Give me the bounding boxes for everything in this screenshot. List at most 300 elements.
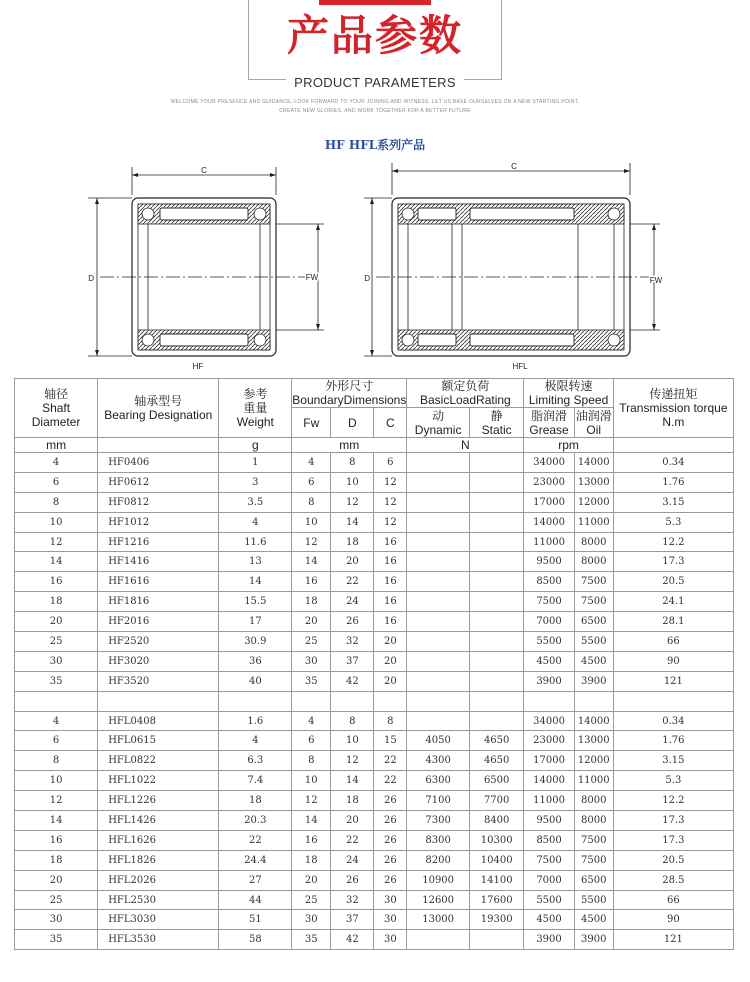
table-cell: 7000: [524, 612, 574, 632]
table-cell: 14000: [574, 453, 613, 473]
table-cell: 19300: [469, 910, 523, 930]
unit-bearing: [98, 438, 219, 453]
table-cell: 90: [613, 651, 733, 671]
table-cell: 22: [331, 830, 374, 850]
table-cell: 6300: [407, 771, 470, 791]
table-cell: 10: [15, 771, 98, 791]
table-cell: 14: [292, 552, 331, 572]
hfl-dim-fw: FW: [649, 276, 663, 285]
table-cell: [15, 691, 98, 711]
table-cell: HF1816: [98, 592, 219, 612]
table-cell: [469, 671, 523, 691]
hfl-dim-d: D: [364, 274, 370, 283]
table-cell: HF0406: [98, 453, 219, 473]
table-cell: [292, 691, 331, 711]
table-cell: 30: [292, 910, 331, 930]
unit-torque: [613, 438, 733, 453]
table-cell: 25: [15, 890, 98, 910]
table-row: [15, 930, 734, 950]
table-cell: 8200: [407, 850, 470, 870]
table-cell: 8000: [574, 552, 613, 572]
table-cell: 20.3: [219, 811, 292, 831]
table-cell: 22: [374, 771, 407, 791]
table-cell: [574, 691, 613, 711]
table-cell: 20: [331, 811, 374, 831]
header-shaft: [15, 379, 98, 438]
table-cell: 37: [331, 651, 374, 671]
table-cell: 34000: [524, 711, 574, 731]
table-cell: [469, 453, 523, 473]
table-cell: 17: [219, 612, 292, 632]
table-cell: 14000: [524, 512, 574, 532]
table-cell: 16: [292, 830, 331, 850]
table-cell: HFL2530: [98, 890, 219, 910]
table-cell: 24: [331, 850, 374, 870]
table-cell: 3900: [574, 671, 613, 691]
table-cell: 8500: [524, 830, 574, 850]
header-boundary-en: BoundaryDimensions: [292, 393, 407, 407]
page-subtitle-text: PRODUCT PARAMETERS: [286, 75, 464, 90]
hf-dim-c: C: [201, 166, 207, 175]
table-cell: [469, 711, 523, 731]
table-cell: HF2520: [98, 632, 219, 652]
table-cell: 7000: [524, 870, 574, 890]
table-cell: 16: [292, 572, 331, 592]
table-cell: 22: [374, 751, 407, 771]
table-cell: 10300: [469, 830, 523, 850]
table-cell: 6: [15, 472, 98, 492]
table-cell: HFL3030: [98, 910, 219, 930]
table-cell: 7300: [407, 811, 470, 831]
header-speed-cn: 极限转速: [544, 379, 593, 393]
table-cell: 34000: [524, 453, 574, 473]
table-cell: 12: [15, 532, 98, 552]
table-cell: 4650: [469, 751, 523, 771]
table-row: [15, 771, 734, 791]
table-cell: 32: [331, 890, 374, 910]
header-grease: [524, 408, 574, 438]
table-cell: 12.2: [613, 532, 733, 552]
table-cell: 5500: [574, 632, 613, 652]
table-cell: 10: [15, 512, 98, 532]
hf-label: HF: [192, 362, 204, 371]
table-cell: HF1616: [98, 572, 219, 592]
table-cell: 18: [219, 791, 292, 811]
table-cell: 18: [292, 592, 331, 612]
table-cell: 11000: [574, 512, 613, 532]
table-cell: 13000: [407, 910, 470, 930]
spec-table: [14, 378, 734, 950]
table-cell: HFL3530: [98, 930, 219, 950]
table-cell: [407, 532, 470, 552]
table-cell: 4: [292, 711, 331, 731]
table-cell: 6500: [469, 771, 523, 791]
table-cell: 42: [331, 671, 374, 691]
table-cell: 30: [15, 651, 98, 671]
table-cell: 22: [219, 830, 292, 850]
table-row: [15, 671, 734, 691]
table-cell: 5.3: [613, 771, 733, 791]
table-cell: 13000: [574, 472, 613, 492]
table-cell: 30: [15, 910, 98, 930]
table-cell: 16: [15, 572, 98, 592]
table-cell: [407, 711, 470, 731]
table-cell: 17000: [524, 492, 574, 512]
table-cell: 18: [15, 850, 98, 870]
header-shaft-en1: Shaft: [42, 401, 71, 415]
table-cell: 12: [374, 512, 407, 532]
table-cell: [407, 612, 470, 632]
table-cell: 13: [219, 552, 292, 572]
table-cell: 4500: [524, 910, 574, 930]
header-dynamic-cn: 动: [432, 408, 445, 423]
header-weight-cn1: 参考: [243, 387, 268, 401]
table-cell: HF3520: [98, 671, 219, 691]
table-cell: 26: [374, 791, 407, 811]
table-cell: 5500: [524, 890, 574, 910]
table-cell: 6500: [574, 612, 613, 632]
table-cell: 17000: [524, 751, 574, 771]
table-cell: 24: [331, 592, 374, 612]
table-cell: 12: [15, 791, 98, 811]
header-torque: [613, 379, 733, 438]
table-cell: 8300: [407, 830, 470, 850]
header-weight: [219, 379, 292, 438]
table-cell: [407, 492, 470, 512]
table-cell: 12000: [574, 492, 613, 512]
table-cell: 12000: [574, 751, 613, 771]
header-bearing-en: Bearing Designation: [104, 408, 213, 422]
table-cell: 20: [374, 632, 407, 652]
table-row: [15, 453, 734, 473]
header-torque-unit: N.m: [662, 415, 685, 429]
unit-weight: g: [219, 438, 292, 453]
table-cell: 8: [15, 492, 98, 512]
table-cell: 14: [15, 552, 98, 572]
table-cell: 25: [15, 632, 98, 652]
table-cell: 28.1: [613, 612, 733, 632]
table-cell: [469, 592, 523, 612]
table-cell: 20: [15, 612, 98, 632]
table-cell: 4: [15, 453, 98, 473]
table-cell: 24.4: [219, 850, 292, 870]
page-subtitle: [248, 72, 502, 91]
table-cell: 10: [331, 472, 374, 492]
hf-drawing: [88, 166, 324, 371]
table-cell: 6: [292, 731, 331, 751]
table-cell: 32: [331, 632, 374, 652]
table-cell: 12: [374, 472, 407, 492]
hf-dim-fw: FW: [305, 273, 319, 282]
table-cell: 23000: [524, 731, 574, 751]
table-cell: [407, 472, 470, 492]
table-cell: HFL0822: [98, 751, 219, 771]
table-cell: 7500: [574, 850, 613, 870]
table-cell: 4500: [524, 651, 574, 671]
table-cell: 8400: [469, 811, 523, 831]
header-bearing-cn: 轴承型号: [134, 394, 183, 408]
table-cell: 4: [219, 512, 292, 532]
table-cell: 90: [613, 910, 733, 930]
table-cell: 11.6: [219, 532, 292, 552]
header-grease-cn: 脂润滑: [531, 408, 568, 423]
table-cell: [407, 572, 470, 592]
table-cell: 16: [374, 612, 407, 632]
table-cell: 6500: [574, 870, 613, 890]
table-cell: [407, 512, 470, 532]
table-cell: HFL2026: [98, 870, 219, 890]
table-cell: [407, 453, 470, 473]
table-cell: 8000: [574, 791, 613, 811]
table-cell: 26: [374, 811, 407, 831]
slogan-line-2: CREATE NEW GLORIES, AND WORK TOGETHER FOR A BETTER FUTURE: [279, 108, 471, 114]
table-row: [15, 612, 734, 632]
table-cell: 12: [331, 492, 374, 512]
table-cell: 7700: [469, 791, 523, 811]
table-cell: 35: [292, 930, 331, 950]
table-cell: 26: [374, 830, 407, 850]
table-cell: 14: [331, 512, 374, 532]
table-cell: 4500: [574, 651, 613, 671]
table-cell: HFL1626: [98, 830, 219, 850]
table-row: [15, 890, 734, 910]
table-cell: 30: [374, 890, 407, 910]
table-cell: 12600: [407, 890, 470, 910]
table-cell: 7500: [574, 572, 613, 592]
table-cell: 11000: [574, 771, 613, 791]
table-cell: [98, 691, 219, 711]
header-fw: Fw: [292, 408, 331, 438]
table-cell: 6: [292, 472, 331, 492]
table-cell: 9500: [524, 552, 574, 572]
table-cell: 0.34: [613, 711, 733, 731]
header-bearing: [98, 379, 219, 438]
table-row: [15, 492, 734, 512]
table-cell: HF2016: [98, 612, 219, 632]
table-cell: 20: [292, 612, 331, 632]
table-cell: 66: [613, 632, 733, 652]
table-cell: [374, 691, 407, 711]
header-shaft-cn: 轴径: [44, 387, 69, 401]
table-cell: HFL0408: [98, 711, 219, 731]
table-row: [15, 791, 734, 811]
table-cell: 12: [331, 751, 374, 771]
header-boundary: [292, 379, 407, 408]
table-cell: 10400: [469, 850, 523, 870]
table-cell: 26: [331, 612, 374, 632]
unit-dims: mm: [292, 438, 407, 453]
table-row: [15, 850, 734, 870]
table-cell: 10: [331, 731, 374, 751]
table-cell: [469, 572, 523, 592]
table-row: [15, 651, 734, 671]
table-cell: 42: [331, 930, 374, 950]
table-cell: 25: [292, 890, 331, 910]
table-cell: [613, 691, 733, 711]
table-cell: 12: [292, 791, 331, 811]
hfl-label: HFL: [512, 362, 528, 371]
table-cell: 18: [331, 532, 374, 552]
table-cell: 1.76: [613, 472, 733, 492]
table-row: [15, 512, 734, 532]
table-cell: 30: [374, 910, 407, 930]
table-cell: 4500: [574, 910, 613, 930]
table-cell: 3.15: [613, 492, 733, 512]
table-cell: 7500: [574, 592, 613, 612]
hf-dim-d: D: [88, 274, 94, 283]
table-cell: 14: [15, 811, 98, 831]
table-cell: 8500: [524, 572, 574, 592]
table-cell: [469, 612, 523, 632]
table-cell: 20: [374, 651, 407, 671]
table-cell: 10900: [407, 870, 470, 890]
table-cell: 3900: [524, 671, 574, 691]
table-cell: 4300: [407, 751, 470, 771]
table-cell: 11000: [524, 791, 574, 811]
table-cell: 20: [374, 671, 407, 691]
table-cell: [469, 552, 523, 572]
table-cell: 12.2: [613, 791, 733, 811]
table-cell: 121: [613, 930, 733, 950]
table-cell: [469, 532, 523, 552]
table-cell: 26: [374, 870, 407, 890]
table-cell: 26: [331, 870, 374, 890]
table-cell: HF1216: [98, 532, 219, 552]
header-weight-cn2: 重量: [243, 401, 268, 415]
header-torque-en: Transmission torque: [619, 401, 728, 415]
table-cell: 12: [374, 492, 407, 512]
table-cell: 30.9: [219, 632, 292, 652]
table-cell: 1.76: [613, 731, 733, 751]
table-cell: 4650: [469, 731, 523, 751]
table-cell: 16: [374, 572, 407, 592]
table-cell: [469, 632, 523, 652]
table-cell: 8: [292, 492, 331, 512]
table-row: [15, 731, 734, 751]
header-shaft-en2: Diameter: [31, 415, 81, 429]
table-cell: [469, 651, 523, 671]
unit-speed: rpm: [524, 438, 613, 453]
table-cell: 36: [219, 651, 292, 671]
table-cell: 6: [15, 731, 98, 751]
table-row: [15, 632, 734, 652]
table-cell: [407, 930, 470, 950]
table-cell: 18: [331, 791, 374, 811]
table-cell: [469, 691, 523, 711]
table-cell: 20.5: [613, 572, 733, 592]
table-cell: 7100: [407, 791, 470, 811]
unit-load: N: [407, 438, 524, 453]
table-cell: 17.3: [613, 830, 733, 850]
table-cell: 8: [374, 711, 407, 731]
header-load-en: BasicLoadRating: [419, 393, 511, 407]
table-cell: 1.6: [219, 711, 292, 731]
table-cell: 5.3: [613, 512, 733, 532]
table-cell: 11000: [524, 532, 574, 552]
table-cell: 66: [613, 890, 733, 910]
table-cell: 12: [292, 532, 331, 552]
table-cell: 16: [374, 592, 407, 612]
header-c: C: [374, 408, 407, 438]
table-cell: 20: [292, 870, 331, 890]
table-cell: [469, 472, 523, 492]
table-cell: [219, 691, 292, 711]
header-dynamic-en: Dynamic: [414, 422, 462, 437]
table-cell: 9500: [524, 811, 574, 831]
table-cell: 8000: [574, 532, 613, 552]
table-cell: 4: [219, 731, 292, 751]
table-cell: 14000: [524, 771, 574, 791]
hfl-drawing: [364, 162, 663, 371]
table-cell: HF0612: [98, 472, 219, 492]
table-cell: 40: [219, 671, 292, 691]
table-cell: 10: [292, 512, 331, 532]
table-cell: HF3020: [98, 651, 219, 671]
series-title: HF HFL系列产品: [324, 138, 426, 152]
table-cell: 18: [292, 850, 331, 870]
table-row: [15, 811, 734, 831]
table-row: [15, 472, 734, 492]
table-cell: 3900: [574, 930, 613, 950]
header-static-en: Static: [481, 422, 512, 437]
table-cell: 35: [15, 930, 98, 950]
table-cell: 16: [374, 552, 407, 572]
table-cell: 4: [292, 453, 331, 473]
table-cell: [469, 930, 523, 950]
table-row: [15, 572, 734, 592]
table-cell: HFL1226: [98, 791, 219, 811]
table-cell: 25: [292, 632, 331, 652]
table-cell: 3: [219, 472, 292, 492]
spec-table-body: [15, 453, 734, 950]
unit-shaft: mm: [15, 438, 98, 453]
table-cell: [407, 691, 470, 711]
table-cell: 5500: [524, 632, 574, 652]
table-cell: 7500: [574, 830, 613, 850]
header-torque-cn: 传递扭矩: [649, 387, 698, 401]
table-cell: HFL1426: [98, 811, 219, 831]
table-cell: HFL1022: [98, 771, 219, 791]
page-title: 产品参数: [286, 11, 463, 60]
table-cell: 14100: [469, 870, 523, 890]
table-cell: 44: [219, 890, 292, 910]
table-row: [15, 592, 734, 612]
header-grease-en: Grease: [529, 422, 569, 437]
table-cell: 20: [331, 552, 374, 572]
table-cell: 18: [15, 592, 98, 612]
table-cell: [407, 592, 470, 612]
header-oil-en: Oil: [586, 422, 602, 437]
bearing-drawings: [0, 155, 750, 375]
table-cell: [407, 632, 470, 652]
table-cell: 20.5: [613, 850, 733, 870]
slogan-line-1: WELCOME YOUR PRESENCE AND GUIDANCE, LOOK FORWARD TO YOUR JOINING AND WITNESS. LET US BASE OURSELVES ON A NEW STARTING POINT,: [170, 99, 580, 105]
table-cell: 14: [331, 771, 374, 791]
table-cell: 22: [331, 572, 374, 592]
header-load: [407, 379, 524, 408]
table-cell: 17.3: [613, 552, 733, 572]
header-static: [469, 408, 523, 438]
table-cell: 35: [292, 671, 331, 691]
table-cell: HFL0615: [98, 731, 219, 751]
table-cell: HF0812: [98, 492, 219, 512]
header-accent-bar: [319, 0, 431, 5]
table-cell: 28.5: [613, 870, 733, 890]
table-cell: [524, 691, 574, 711]
table-cell: 30: [292, 651, 331, 671]
table-cell: 8: [331, 711, 374, 731]
header-oil: [574, 408, 613, 438]
